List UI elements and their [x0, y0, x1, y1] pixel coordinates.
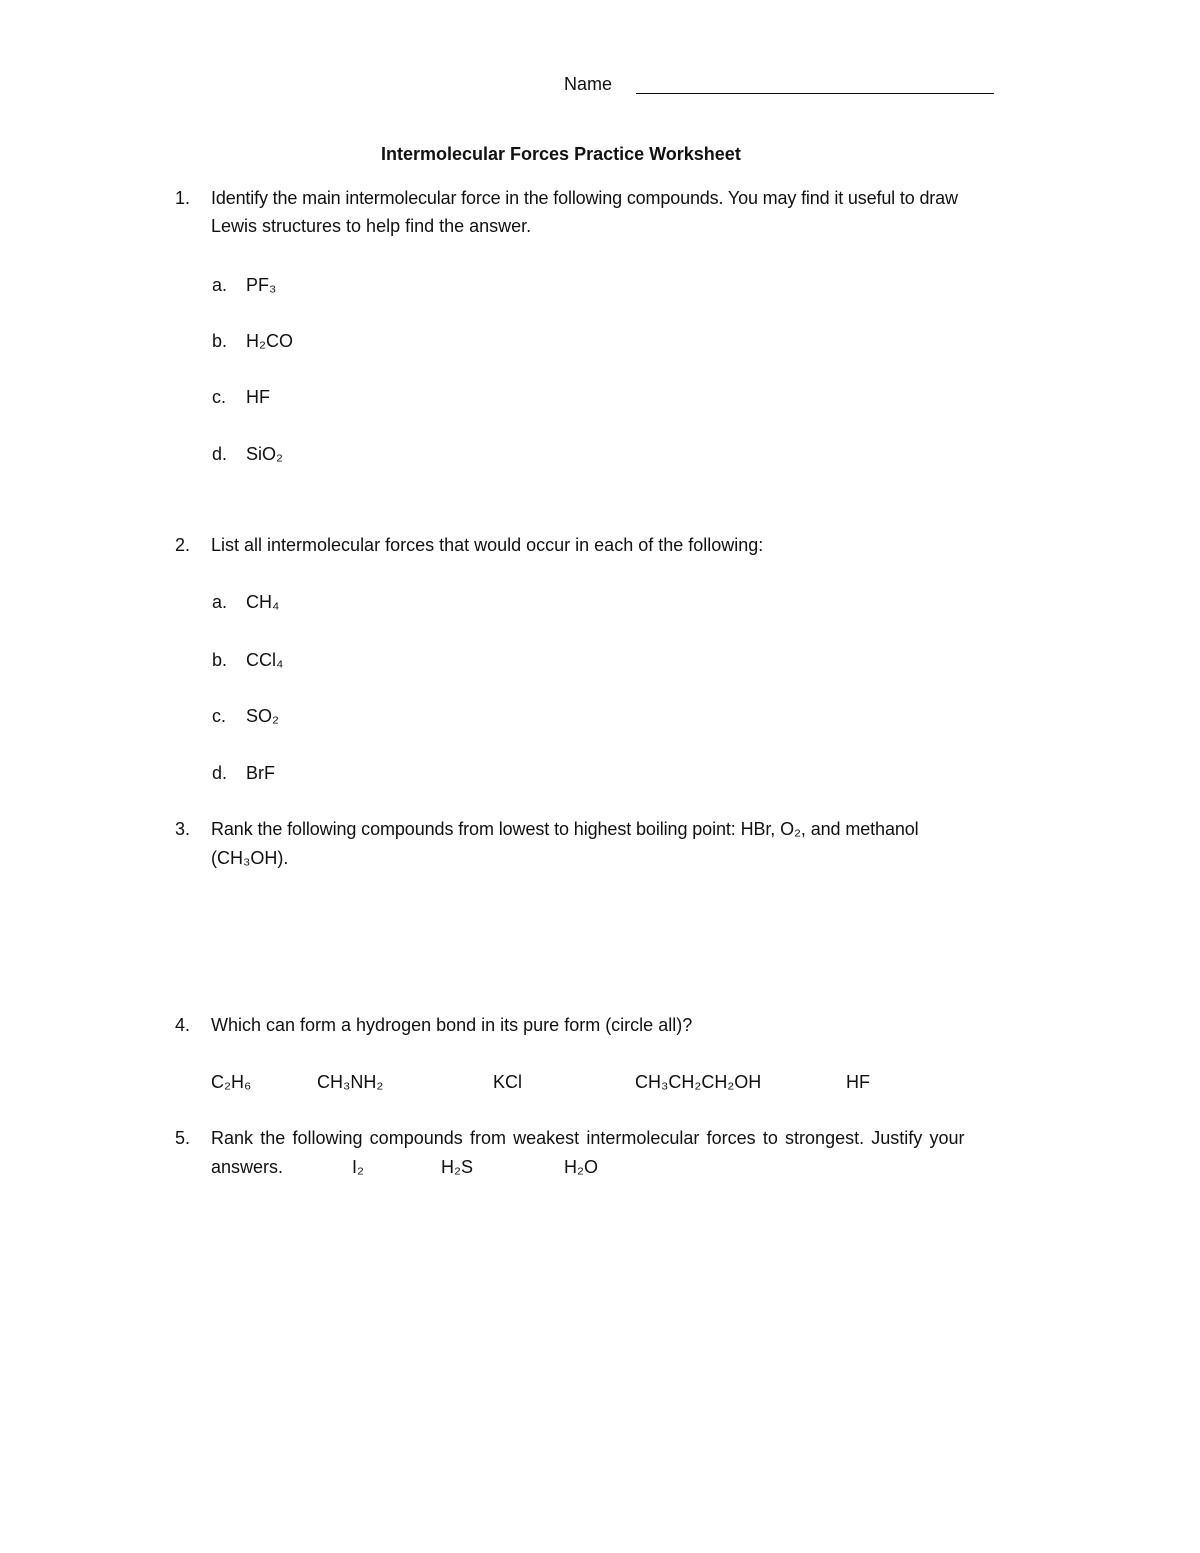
question-text: Rank the following compounds from weakest intermolecular forces to strongest. Justify your [211, 1128, 965, 1148]
item-letter: a. [212, 592, 228, 612]
question-text: answers. [211, 1157, 284, 1177]
item-letter: d. [212, 444, 228, 464]
option-compound[interactable]: KCl [493, 1072, 523, 1092]
option-compound[interactable]: HF [846, 1072, 870, 1092]
item-formula: CCl₄ [246, 650, 284, 670]
item-letter: c. [212, 387, 227, 407]
item-formula: SiO₂ [246, 444, 283, 464]
question-number: 5. [175, 1128, 191, 1148]
option-compound[interactable]: CH₃CH₂CH₂OH [635, 1072, 762, 1092]
compound: I₂ [352, 1157, 364, 1177]
item-letter: c. [212, 706, 227, 726]
compound: H₂O [564, 1157, 598, 1177]
option-compound[interactable]: CH₃NH₂ [317, 1072, 384, 1092]
item-letter: a. [212, 275, 228, 295]
item-formula: CH₄ [246, 592, 280, 612]
item-letter: d. [212, 763, 228, 783]
item-formula: PF₃ [246, 275, 277, 295]
item-formula: SO₂ [246, 706, 279, 726]
option-compound[interactable]: C₂H₆ [211, 1072, 252, 1092]
question-text: (CH₃OH). [211, 848, 289, 868]
question-number: 2. [175, 535, 191, 555]
name-label: Name [564, 74, 613, 94]
question-text: Identify the main intermolecular force in the following compounds. You may find it useful to draw [211, 188, 958, 208]
item-letter: b. [212, 331, 228, 351]
item-formula: BrF [246, 763, 275, 783]
question-number: 3. [175, 819, 191, 839]
item-formula: H₂CO [246, 331, 293, 351]
question-number: 1. [175, 188, 191, 208]
question-text: Lewis structures to help find the answer. [211, 216, 532, 236]
name-input-line[interactable] [636, 93, 994, 94]
compound: H₂S [441, 1157, 473, 1177]
item-formula: HF [246, 387, 270, 407]
worksheet-title: Intermolecular Forces Practice Worksheet [381, 144, 741, 164]
question-text: Rank the following compounds from lowest to highest boiling point: HBr, O₂, and methanol [211, 819, 919, 839]
question-text: Which can form a hydrogen bond in its pure form (circle all)? [211, 1015, 693, 1035]
question-text: List all intermolecular forces that would occur in each of the following: [211, 535, 764, 555]
question-number: 4. [175, 1015, 191, 1035]
item-letter: b. [212, 650, 228, 670]
